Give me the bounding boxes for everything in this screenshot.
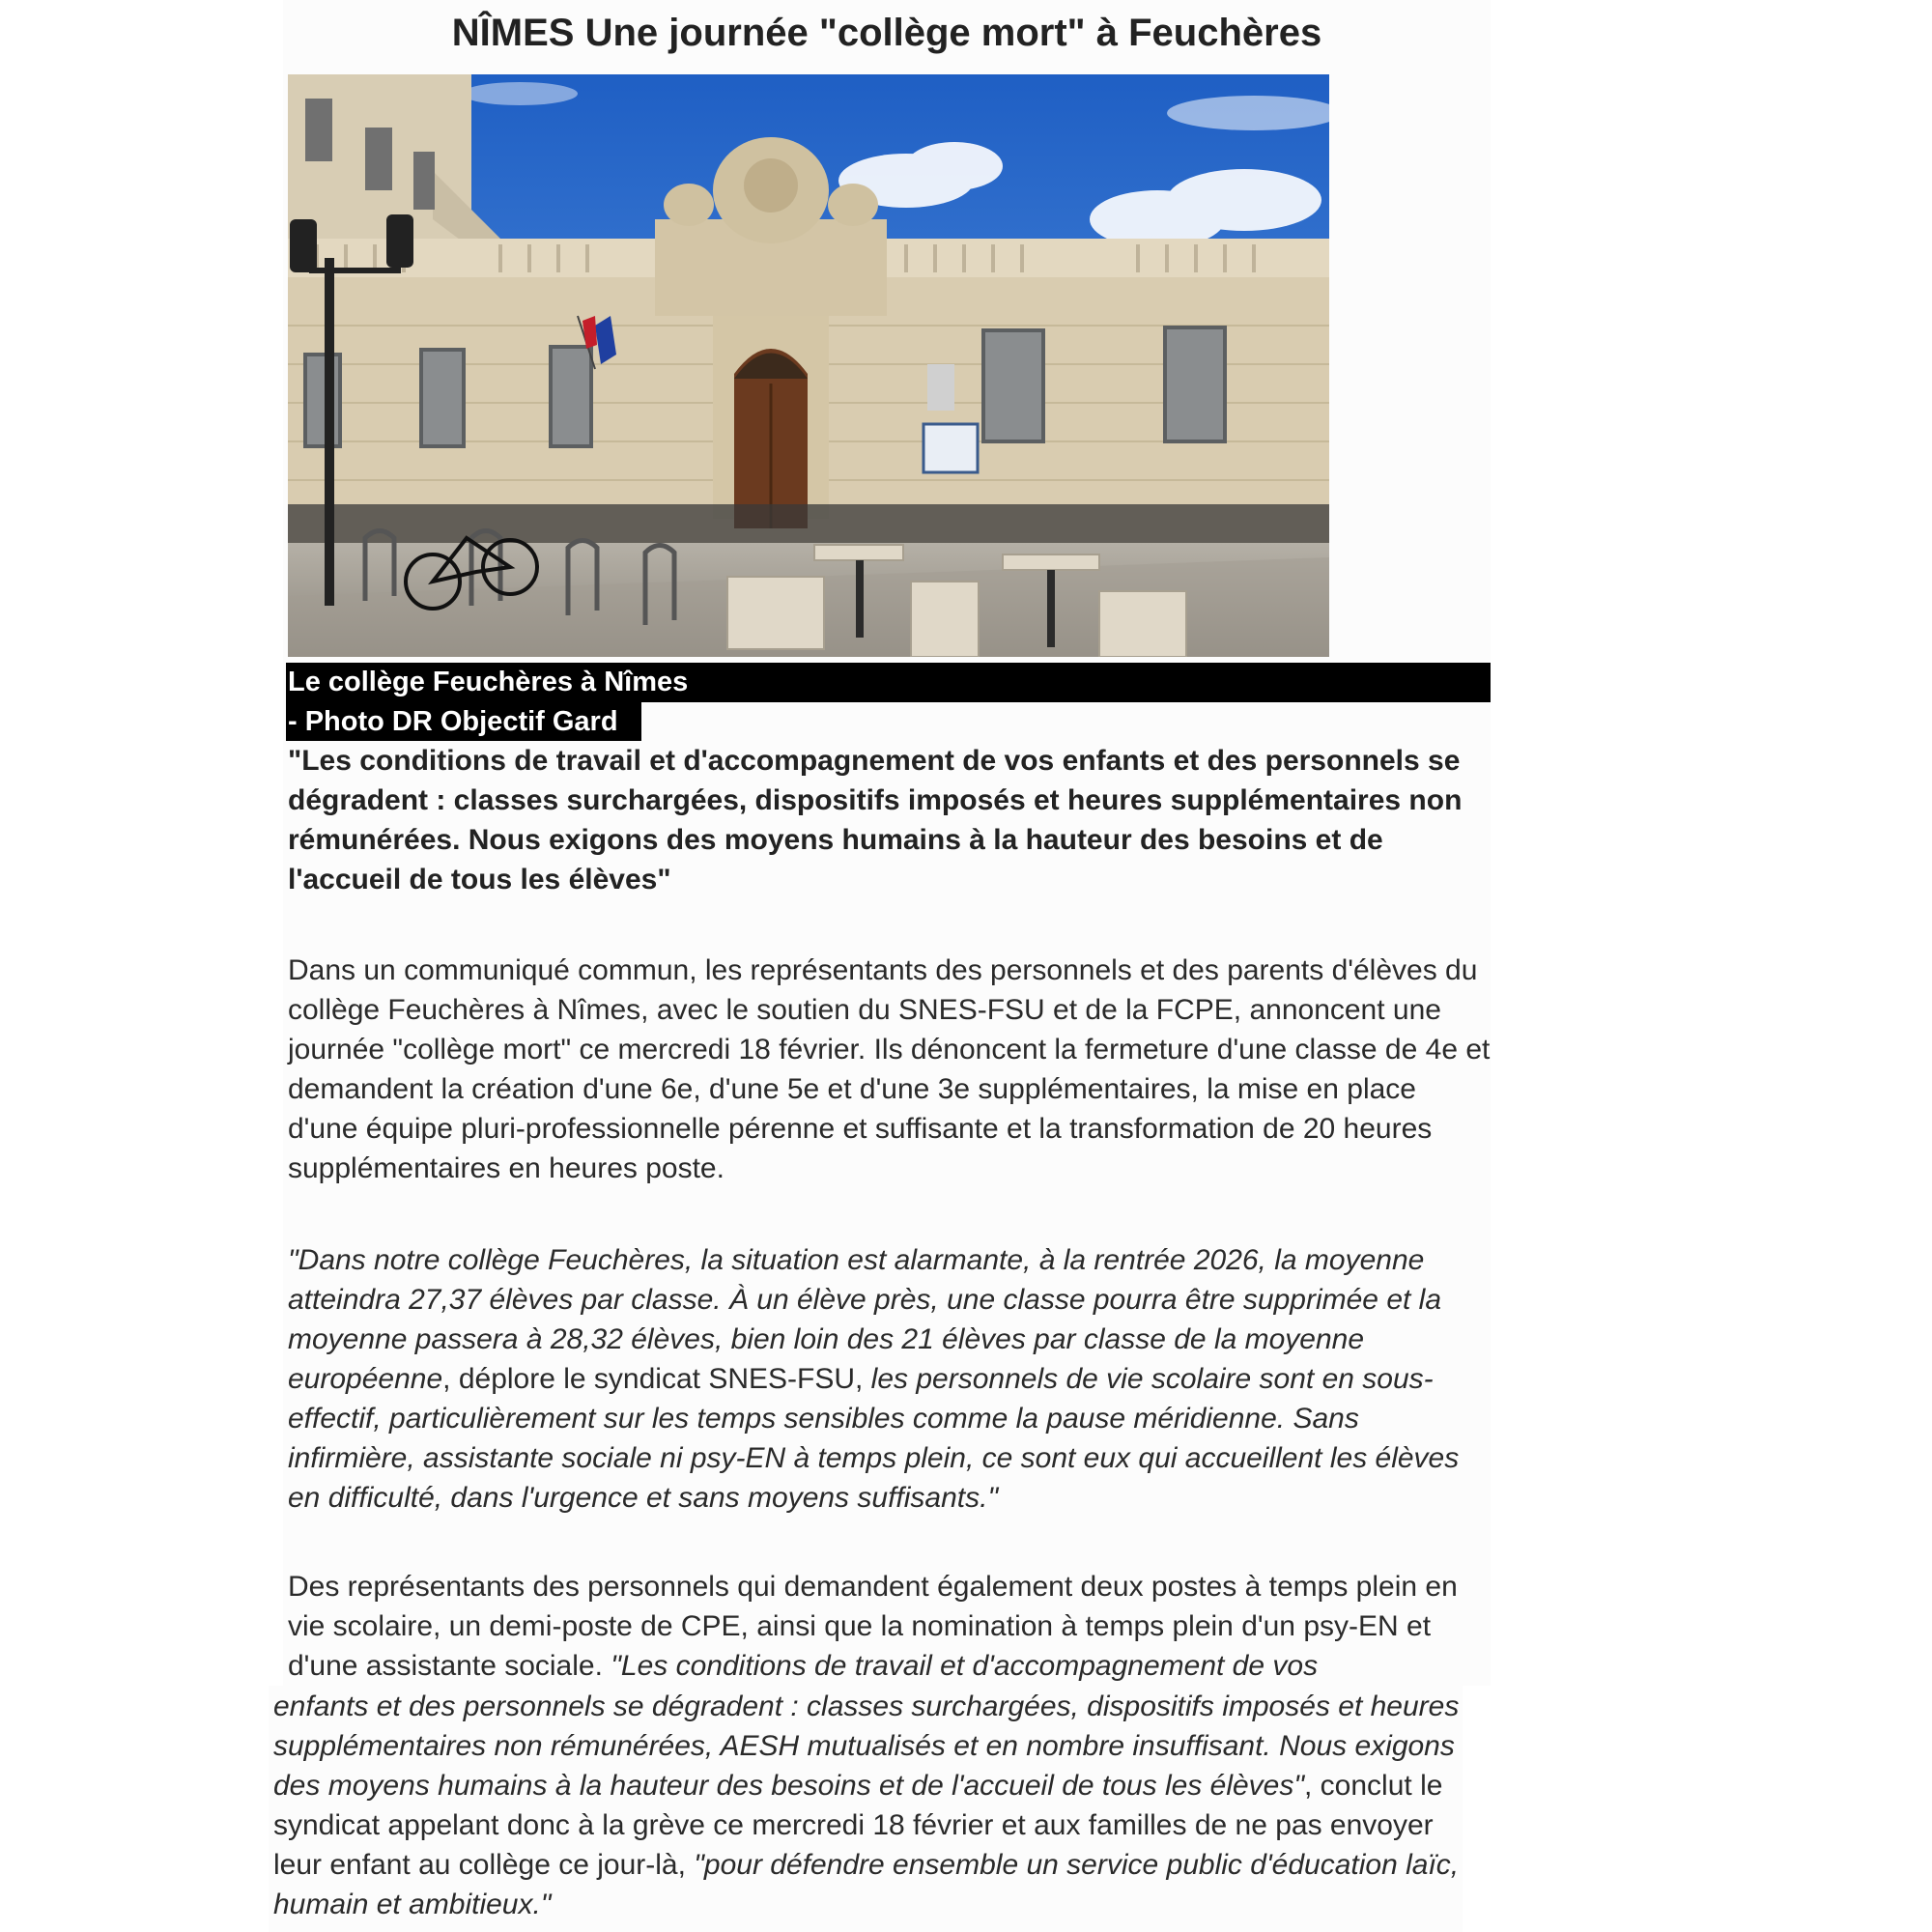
paragraph-3-text: Des représentants des personnels qui demandent également deux postes à temps plein en vie scolaire, un demi-poste de CPE, ainsi que la nomination à temps plein d'un psy-EN et d'une assistante sociale. xyxy=(288,1571,1458,1682)
paragraph-3-quote: "Les conditions de travail et d'accompagnement de vos xyxy=(611,1650,1319,1682)
photo-credit: - Photo DR Objectif Gard xyxy=(288,706,618,737)
paragraph-4 xyxy=(273,1687,1463,1924)
paragraph-1: Dans un communiqué commun, les représentants des personnels et des parents d'élèves du collège Feuchères à Nîmes, avec le soutien du SNES-FSU et de la FCPE, annoncent une journée "collège mort" ce mercredi 18 février. Ils dénoncent la fermeture d'une classe de 4e et demandent la création d'une 6e, d'une 5e et d'une 3e supplémentaires, la mise en place d'une équipe pluri-professionnelle pérenne et suffisante et la transformation de 20 heures supplémentaires en heures poste. xyxy=(288,954,1491,1184)
notice-board xyxy=(923,424,978,472)
paragraph-4-quote-end: "pour défendre ensemble un service public d'éducation laïc, humain et ambitieux." xyxy=(273,1849,1460,1920)
college-facade-illustration xyxy=(288,74,1329,657)
paragraph-3 xyxy=(288,1567,1491,1686)
attribution: , déplore le syndicat SNES-FSU, xyxy=(442,1363,871,1395)
article-photo xyxy=(288,74,1329,657)
photo-caption: Le collège Feuchères à Nîmes xyxy=(288,667,689,697)
fence xyxy=(288,504,1329,543)
paragraph-2 xyxy=(288,1240,1491,1518)
paragraph-4-quote: enfants et des personnels se dégradent : classes surchargées, dispositifs imposés et heures supplémentaires non rémunérées, AESH mutualisés et en nombre insuffisant. Nous exigons des moyens humains à la hauteur des besoins et de l'accueil de tous les élèves" xyxy=(273,1690,1460,1802)
quote-part-2: les personnels de vie scolaire sont en sous-effectif, particulièrement sur les temps sensibles comme la pause méridienne. Sans infirmière, assistante sociale ni psy-EN à temps plein, ce sont eux qui accueillent les élèves en difficulté, dans l'urgence et sans moyens suffisants." xyxy=(288,1363,1460,1514)
quote-part-1: "Dans notre collège Feuchères, la situation est alarmante, à la rentrée 2026, la moyenne atteindra 27,37 élèves par classe. À un élève près, une classe pourra être supprimée et la moyenne passera à 28,32 élèves, bien loin des 21 élèves par classe de la moyenne européenne xyxy=(288,1244,1442,1395)
article-lead: "Les conditions de travail et d'accompagnement de vos enfants et des personnels se dégradent : classes surchargées, dispositifs imposés et heures supplémentaires non rémunérées. Nous exigons des moyens humains à la hauteur des besoins et de l'accueil de tous les élèves" xyxy=(288,745,1463,895)
article-title: NÎMES Une journée "collège mort" à Feuchères xyxy=(451,12,1322,54)
paragraph-4-text: , conclut le syndicat appelant donc à la grève ce mercredi 18 février et aux familles de ne pas envoyer leur enfant au collège ce jour-là, xyxy=(273,1770,1443,1881)
